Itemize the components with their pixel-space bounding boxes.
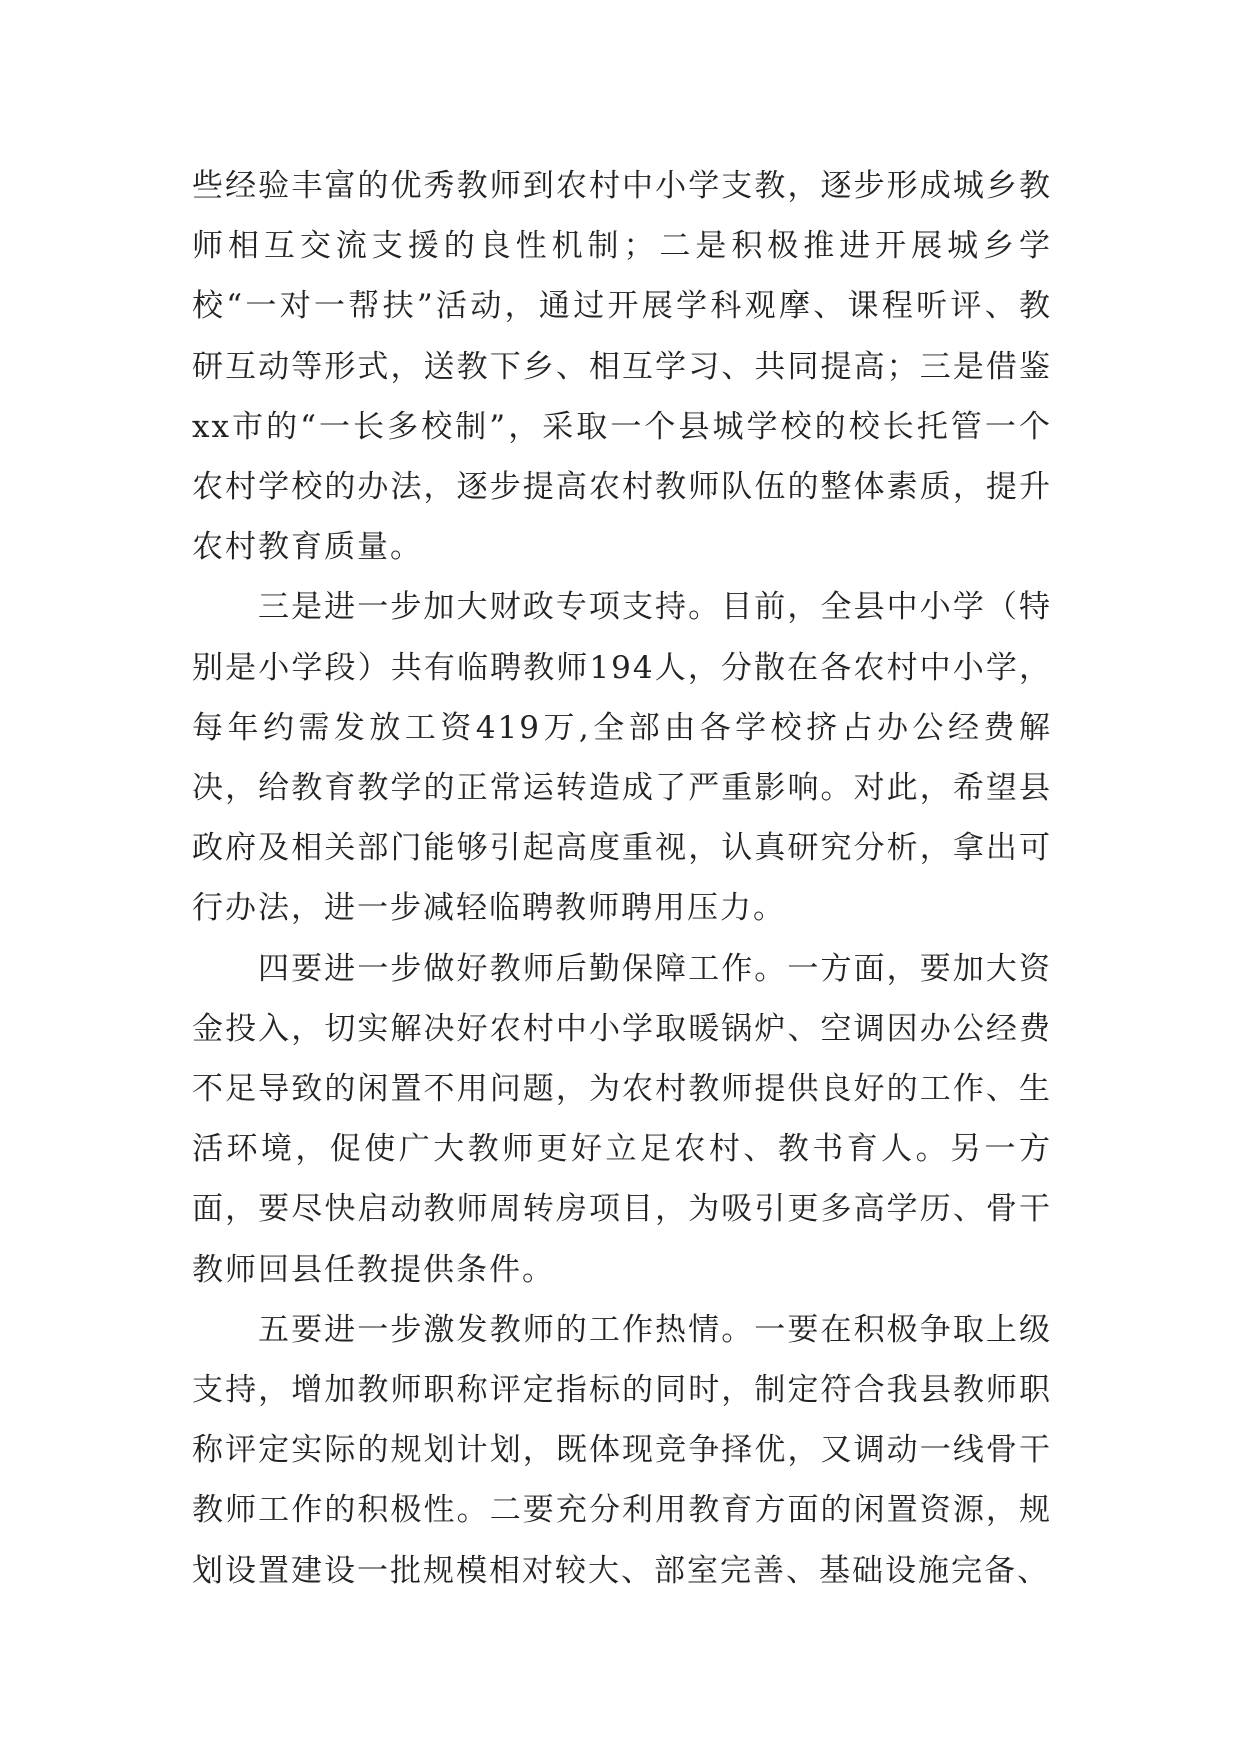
paragraph-teacher-motivation: 五要进一步激发教师的工作热情。一要在积极争取上级支持，增加教师职称评定指标的同时，制定符合我县教师职称评定实际的规划计划，既体现竞争择优，又调动一线骨干教师工作的积极性。二要充分利用教育方面的闲置资源，规划设置建设一批规模相对较大、部室完善、基础设施完备、 [192,1311,1052,1589]
paragraph-continuation: 些经验丰富的优秀教师到农村中小学支教，逐步形成城乡教师相互交流支援的良性机制；二是积极推进开展城乡学校“一对一帮扶”活动，通过开展学科观摩、课程听评、教研互动等形式，送教下乡、相互学习、共同提高；三是借鉴xx市的“一长多校制”，采取一个县城学校的校长托管一个农村学校的办法，逐步提高农村教师队伍的整体素质，提升农村教育质量。 [192,168,1052,566]
paragraph-logistics-support: 四要进一步做好教师后勤保障工作。一方面，要加大资金投入，切实解决好农村中小学取暖锅炉、空调因办公经费不足导致的闲置不用问题，为农村教师提供良好的工作、生活环境，促使广大教师更好立足农村、教书育人。另一方面，要尽快启动教师周转房项目，为吸引更多高学历、骨干教师回县任教提供条件。 [192,950,1052,1288]
document-page [192,156,1052,1601]
paragraph-finance-support: 三是进一步加大财政专项支持。目前，全县中小学（特别是小学段）共有临聘教师194人，分散在各农村中小学，每年约需发放工资419万,全部由各学校挤占办公经费解决，给教育教学的正常运转造成了严重影响。对此，希望县政府及相关部门能够引起高度重视，认真研究分析，拿出可行办法，进一步减轻临聘教师聘用压力。 [192,589,1052,927]
